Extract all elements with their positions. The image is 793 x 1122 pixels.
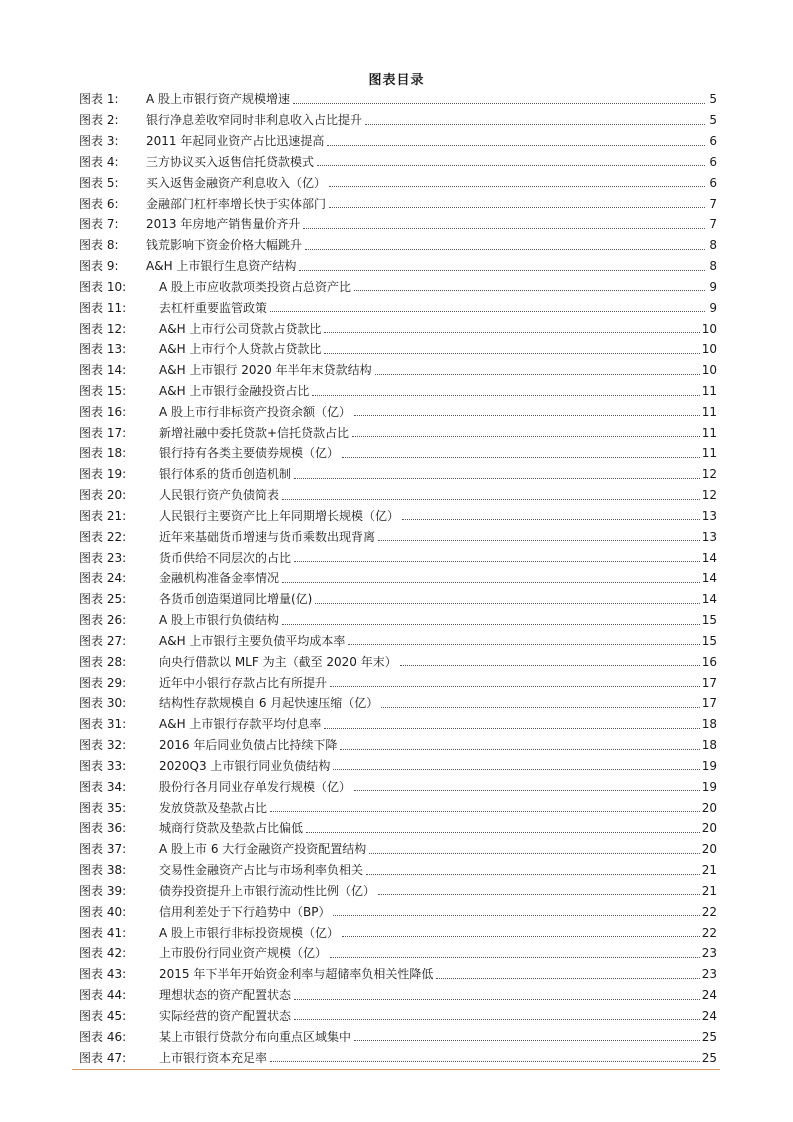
toc-entry-label: 图表 25: [79,592,127,607]
toc-entry-label: 图表 6: [79,196,119,211]
toc-entry[interactable] [79,256,717,277]
toc-entry-page-number[interactable]: 7 [709,196,717,211]
toc-entry[interactable] [79,735,717,756]
footer-rule [72,1069,720,1070]
toc-entry-label: 图表 10: [79,279,127,294]
toc-entry-title[interactable]: 股份行各月同业存单发行规模（亿） [159,779,352,794]
toc-entry-label: 图表 20: [79,488,127,503]
toc-entry-label: 图表 42: [79,946,127,961]
toc-dot-leader [354,415,700,416]
toc-entry-title[interactable]: 钱荒影响下资金价格大幅跳升 [146,238,303,253]
toc-entry-label: 图表 23: [79,550,127,565]
toc-entry-page-number[interactable]: 19 [701,758,717,773]
toc-dot-leader [315,603,699,604]
toc-entry-label: 图表 2: [79,113,119,128]
toc-entry[interactable] [79,860,717,881]
toc-entry-title[interactable]: 交易性金融资产占比与市场利率负相关 [159,863,364,878]
toc-entry-label: 图表 40: [79,904,127,919]
toc-entry-title[interactable]: A&H 上市行个人贷款占贷款比 [159,342,322,357]
toc-entry-label: 图表 33: [79,758,127,773]
toc-dot-leader [306,832,700,833]
toc-entry-title[interactable]: A&H 上市银行生息资产结构 [146,259,297,274]
toc-entry[interactable] [79,443,717,464]
toc-entry-title[interactable]: 去杠杆重要监管政策 [159,300,268,315]
toc-entry-title[interactable]: 货币供给不同层次的占比 [159,550,292,565]
toc-entry-label: 图表 36: [79,821,127,836]
toc-dot-leader [282,499,700,500]
toc-entry-page-number[interactable]: 24 [701,1008,717,1023]
toc-dot-leader [312,395,699,396]
toc-entry-page-number[interactable]: 12 [701,488,717,503]
toc-entry-page-number[interactable]: 22 [701,925,717,940]
toc-entry-title[interactable]: 银行体系的货币创造机制 [159,467,292,482]
toc-entry-page-number[interactable]: 23 [701,946,717,961]
toc-entry-title[interactable]: 结构性存款规模自 6 月起快速压缩（亿） [159,696,379,711]
toc-entry[interactable] [79,610,717,631]
toc-dot-leader [330,686,700,687]
toc-entry-title[interactable]: 银行持有各类主要债券规模（亿） [159,446,340,461]
toc-entry-title[interactable]: A 股上市应收款项类投资占总资产比 [159,279,352,294]
toc-entry-page-number[interactable]: 21 [701,883,717,898]
toc-entry-page-number[interactable]: 17 [701,675,717,690]
toc-entry[interactable] [79,1047,717,1068]
toc-entry-title[interactable]: 人民银行主要资产比上年同期增长规模（亿） [159,508,400,523]
toc-dot-leader [366,874,700,875]
toc-entry[interactable] [79,526,717,547]
toc-dot-leader [299,270,705,271]
toc-entry[interactable] [79,631,717,652]
toc-entry[interactable] [79,151,717,172]
toc-entry[interactable] [79,297,717,318]
toc-entry-label: 图表 32: [79,738,127,753]
toc-entry[interactable] [79,381,717,402]
toc-entry-page-number[interactable]: 20 [701,842,717,857]
toc-entry-page-number[interactable]: 15 [701,633,717,648]
toc-entry[interactable] [79,401,717,422]
toc-dot-leader [333,769,699,770]
toc-entry-page-number[interactable]: 11 [701,425,717,440]
toc-dot-leader [369,853,699,854]
toc-entry-title[interactable]: A 股上市银行非标投资规模（亿） [159,925,340,940]
toc-entry-label: 图表 21: [79,508,127,523]
toc-entry-page-number[interactable]: 5 [709,92,717,107]
toc-entry-label: 图表 8: [79,238,119,253]
toc-entry-label: 图表 5: [79,175,119,190]
toc-dot-leader [270,1061,700,1062]
toc-dot-leader [402,519,700,520]
toc-entry-title[interactable]: A&H 上市银行主要负债平均成本率 [159,633,346,648]
toc-entry-title[interactable]: 2013 年房地产销售量价齐升 [146,217,301,232]
toc-entry-title[interactable]: 债券投资提升上市银行流动性比例（亿） [159,883,376,898]
toc-entry[interactable] [79,89,717,110]
toc-entry[interactable] [79,693,717,714]
toc-entry-title[interactable]: A&H 上市银行存款平均付息率 [159,717,322,732]
toc-entry-page-number[interactable]: 5 [709,113,717,128]
toc-dot-leader [324,353,699,354]
toc-entry-page-number[interactable]: 6 [709,175,717,190]
toc-entry-title[interactable]: 近年中小银行存款占比有所提升 [159,675,328,690]
toc-entry-page-number[interactable]: 20 [701,800,717,815]
toc-entry-title[interactable]: 各货币创造渠道同比增量(亿) [159,592,313,607]
toc-entry[interactable] [79,214,717,235]
toc-entry[interactable] [79,964,717,985]
toc-entry[interactable] [79,235,717,256]
toc-dot-leader [294,478,700,479]
toc-entry-label: 图表 27: [79,633,127,648]
toc-entry-page-number[interactable]: 18 [701,738,717,753]
toc-entry-label: 图表 47: [79,1050,127,1065]
toc-entry-page-number[interactable]: 23 [701,967,717,982]
toc-entry-label: 图表 17: [79,425,127,440]
toc-dot-leader [340,749,699,750]
toc-entry-label: 图表 11: [79,300,127,315]
toc-dot-leader [330,957,700,958]
toc-entry-page-number[interactable]: 16 [701,654,717,669]
toc-dot-leader [305,249,705,250]
toc-entry-page-number[interactable]: 6 [709,154,717,169]
toc-dot-leader [317,165,705,166]
toc-entry-title[interactable]: A&H 上市行公司贷款占贷款比 [159,321,322,336]
toc-dot-leader [282,582,700,583]
toc-entry-label: 图表 37: [79,842,127,857]
toc-entry-title[interactable]: 买入返售金融资产利息收入（亿） [146,175,327,190]
toc-entry-page-number[interactable]: 10 [701,363,717,378]
toc-entry[interactable] [79,422,717,443]
toc-entry-label: 图表 44: [79,988,127,1003]
toc-entry-page-number[interactable]: 10 [701,321,717,336]
toc-entry-page-number[interactable]: 10 [701,342,717,357]
toc-entry-label: 图表 39: [79,883,127,898]
toc-dot-leader [294,1019,700,1020]
page-title: 图表目录 [368,73,425,88]
toc-dot-leader [293,103,705,104]
toc-entry-title[interactable]: A 股上市行非标资产投资余额（亿） [159,404,352,419]
toc-entry-label: 图表 41: [79,925,127,940]
toc-entry-page-number[interactable]: 19 [701,779,717,794]
toc-entry-label: 图表 3: [79,134,119,149]
toc-entry-title[interactable]: 上市银行资本充足率 [159,1050,268,1065]
toc-entry-title[interactable]: 近年来基础货币增速与货币乘数出现背离 [159,529,376,544]
toc-entry-label: 图表 18: [79,446,127,461]
toc-entry[interactable] [79,131,717,152]
toc-entry[interactable] [79,839,717,860]
toc-dot-leader [329,207,705,208]
toc-entry-label: 图表 24: [79,571,127,586]
toc-entry-label: 图表 9: [79,259,119,274]
toc-dot-leader [378,894,700,895]
toc-entry[interactable] [79,818,717,839]
toc-entry[interactable] [79,110,717,131]
toc-entry[interactable] [79,776,717,797]
toc-entry-title[interactable]: 三方协议买入返售信托贷款模式 [146,154,315,169]
toc-dot-leader [329,186,705,187]
toc-entry-page-number[interactable]: 14 [701,550,717,565]
toc-dot-leader [354,1040,700,1041]
toc-entry-page-number[interactable]: 8 [709,259,717,274]
toc-entry-title[interactable]: 理想状态的资产配置状态 [159,988,292,1003]
toc-entry[interactable] [79,547,717,568]
toc-entry[interactable] [79,651,717,672]
toc-entry-label: 图表 45: [79,1008,127,1023]
toc-dot-leader [354,790,700,791]
toc-entry[interactable] [79,276,717,297]
toc-entry-title[interactable]: 金融机构准备金率情况 [159,571,280,586]
toc-entry-title[interactable]: 金融部门杠杆率增长快于实体部门 [146,196,327,211]
toc-entry[interactable] [79,485,717,506]
toc-dot-leader [282,624,700,625]
toc-entry-page-number[interactable]: 9 [709,279,717,294]
toc-entry[interactable] [79,568,717,589]
toc-entry-title[interactable]: A 股上市银行资产规模增速 [146,92,291,107]
toc-entry-label: 图表 38: [79,863,127,878]
toc-entry-title[interactable]: 2016 年后同业负债占比持续下降 [159,738,338,753]
toc-entry[interactable] [79,672,717,693]
toc-dot-leader [378,540,700,541]
toc-dot-leader [381,707,699,708]
toc-entry-page-number[interactable]: 6 [709,134,717,149]
toc-entry-title[interactable]: 上市股份行同业资产规模（亿） [159,946,328,961]
toc-entry-label: 图表 16: [79,404,127,419]
toc-entry-page-number[interactable]: 13 [701,508,717,523]
toc-entry-page-number[interactable]: 14 [701,571,717,586]
toc-entry-title[interactable]: 人民银行资产负债简表 [159,488,280,503]
toc-entry-page-number[interactable]: 21 [701,863,717,878]
toc-dot-leader [294,999,700,1000]
toc-dot-leader [270,311,705,312]
toc-entry-title[interactable]: A&H 上市银行 2020 年半年末贷款结构 [159,363,372,378]
toc-entry-page-number[interactable]: 25 [701,1029,717,1044]
toc-entry-label: 图表 30: [79,696,127,711]
toc-entry-title[interactable]: 新增社融中委托贷款+信托贷款占比 [159,425,350,440]
toc-entry[interactable] [79,985,717,1006]
toc-dot-leader [324,728,699,729]
toc-entry-title[interactable]: 实际经营的资产配置状态 [159,1008,292,1023]
toc-entry-title[interactable]: 向央行借款以 MLF 为主（截至 2020 年末） [159,654,397,669]
toc-entry-page-number[interactable]: 11 [701,384,717,398]
toc-entry-page-number[interactable]: 18 [701,717,717,732]
toc-entry-title[interactable]: 信用利差处于下行趋势中（BP） [159,904,331,919]
toc-dot-leader [327,145,705,146]
toc-entry-page-number[interactable]: 9 [709,300,717,315]
toc-entry[interactable] [79,1005,717,1026]
toc-entry-title[interactable]: 银行净息差收窄同时非利息收入占比提升 [146,113,363,128]
toc-entry[interactable] [79,756,717,777]
toc-entry-page-number[interactable]: 7 [709,217,717,232]
toc-entry[interactable] [79,360,717,381]
toc-entry-page-number[interactable]: 14 [701,592,717,607]
toc-entry-label: 图表 26: [79,613,127,628]
toc-entry-label: 图表 12: [79,321,127,336]
toc-dot-leader [294,561,700,562]
toc-entry[interactable] [79,589,717,610]
toc-entry-page-number[interactable]: 15 [701,613,717,628]
toc-entry[interactable] [79,506,717,527]
toc-entry-label: 图表 29: [79,675,127,690]
toc-entry-page-number[interactable]: 8 [709,238,717,253]
toc-dot-leader [342,457,700,458]
toc-dot-leader [354,290,705,291]
toc-dot-leader [303,228,705,229]
toc-entry[interactable] [79,318,717,339]
toc-entry-page-number[interactable]: 11 [701,446,717,461]
toc-entry-label: 图表 7: [79,217,119,232]
toc-entry-label: 图表 22: [79,529,127,544]
toc-entry-label: 图表 13: [79,342,127,357]
toc-entry-label: 图表 31: [79,717,127,732]
toc-entry-label: 图表 15: [79,384,127,398]
toc-entry[interactable] [79,464,717,485]
toc-entry[interactable] [79,880,717,901]
toc-dot-leader [333,915,699,916]
toc-dot-leader [436,978,699,979]
toc-entry[interactable] [79,901,717,922]
toc-entry-page-number[interactable]: 12 [701,467,717,482]
toc-entry-label: 图表 1: [79,92,119,107]
toc-entry[interactable] [79,797,717,818]
toc-entry-page-number[interactable]: 25 [701,1050,717,1065]
toc-entry-title[interactable]: A&H 上市银行金融投资占比 [159,384,310,398]
toc-entry-title[interactable]: 2011 年起同业资产占比迅速提高 [146,134,325,149]
toc-entry[interactable] [79,339,717,360]
toc-entry-label: 图表 14: [79,363,127,378]
toc-entry[interactable] [79,193,717,214]
toc-entry-page-number[interactable]: 17 [701,696,717,711]
toc-dot-leader [352,436,700,437]
toc-dot-leader [270,811,700,812]
toc-entry-title[interactable]: 2020Q3 上市银行同业负债结构 [159,758,331,773]
toc-dot-leader [375,374,700,375]
toc-entry-page-number[interactable]: 24 [701,988,717,1003]
toc-entry-label: 图表 34: [79,779,127,794]
toc-entry-title[interactable]: 城商行贷款及垫款占比偏低 [159,821,304,836]
toc-entry-page-number[interactable]: 11 [701,404,717,419]
toc-entry-title[interactable]: A 股上市银行负债结构 [159,613,280,628]
toc-entry-label: 图表 43: [79,967,127,982]
toc-dot-leader [342,936,700,937]
toc-entry-page-number[interactable]: 22 [701,904,717,919]
toc-entry[interactable] [79,172,717,193]
toc-list [79,89,717,1068]
toc-entry[interactable] [79,943,717,964]
toc-entry-label: 图表 46: [79,1029,127,1044]
toc-entry-title[interactable]: A 股上市 6 大行金融资产投资配置结构 [159,842,367,857]
toc-entry-label: 图表 4: [79,154,119,169]
toc-entry-page-number[interactable]: 13 [701,529,717,544]
toc-entry[interactable] [79,714,717,735]
toc-entry-title[interactable]: 某上市银行贷款分布向重点区域集中 [159,1029,352,1044]
toc-entry-title[interactable]: 2015 年下半年开始资金利率与超储率负相关性降低 [159,967,434,982]
toc-dot-leader [400,665,700,666]
toc-entry-page-number[interactable]: 20 [701,821,717,836]
toc-dot-leader [365,124,705,125]
toc-entry-label: 图表 35: [79,800,127,815]
toc-entry-label: 图表 19: [79,467,127,482]
toc-entry-title[interactable]: 发放贷款及垫款占比 [159,800,268,815]
toc-dot-leader [348,644,699,645]
toc-entry[interactable] [79,922,717,943]
toc-dot-leader [324,332,699,333]
toc-entry-label: 图表 28: [79,654,127,669]
toc-entry[interactable] [79,1026,717,1047]
